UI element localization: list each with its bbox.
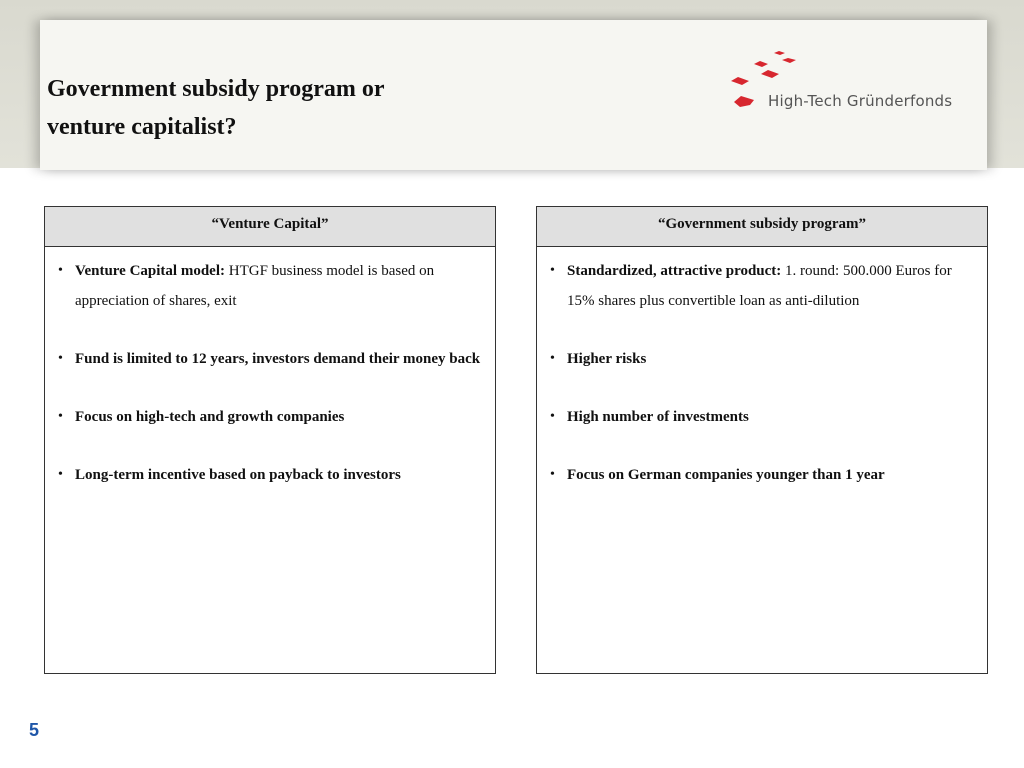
- logo-text: High-Tech Gründerfonds: [768, 92, 953, 110]
- list-item: • Fund is limited to 12 years, investors demand their money back: [57, 344, 485, 374]
- page-number: 5: [29, 720, 40, 740]
- government-subsidy-box: [536, 206, 988, 674]
- slide-title-line-2: venture capitalist?: [47, 114, 237, 140]
- list-item: • Focus on German companies younger than 1 year: [549, 460, 977, 490]
- slide-title: [47, 70, 467, 146]
- list-item: • Venture Capital model: HTGF business model is based on appreciation of shares, exit: [57, 256, 485, 316]
- venture-capital-list: [57, 256, 485, 490]
- slide-title-line-1: Government subsidy program or: [47, 76, 385, 102]
- venture-capital-box: [44, 206, 496, 674]
- list-item: • Standardized, attractive product: 1. round: 500.000 Euros for 15% shares plus convertible loan as anti-dilution: [549, 256, 977, 316]
- list-item: • Focus on high-tech and growth companies: [57, 402, 485, 432]
- company-logo: [728, 48, 968, 118]
- list-item: • Long-term incentive based on payback to investors: [57, 460, 485, 490]
- government-subsidy-list: [549, 256, 977, 490]
- list-item: • Higher risks: [549, 344, 977, 374]
- government-subsidy-heading: “Government subsidy program”: [537, 207, 987, 247]
- venture-capital-heading: “Venture Capital”: [45, 207, 495, 247]
- list-item: • High number of investments: [549, 402, 977, 432]
